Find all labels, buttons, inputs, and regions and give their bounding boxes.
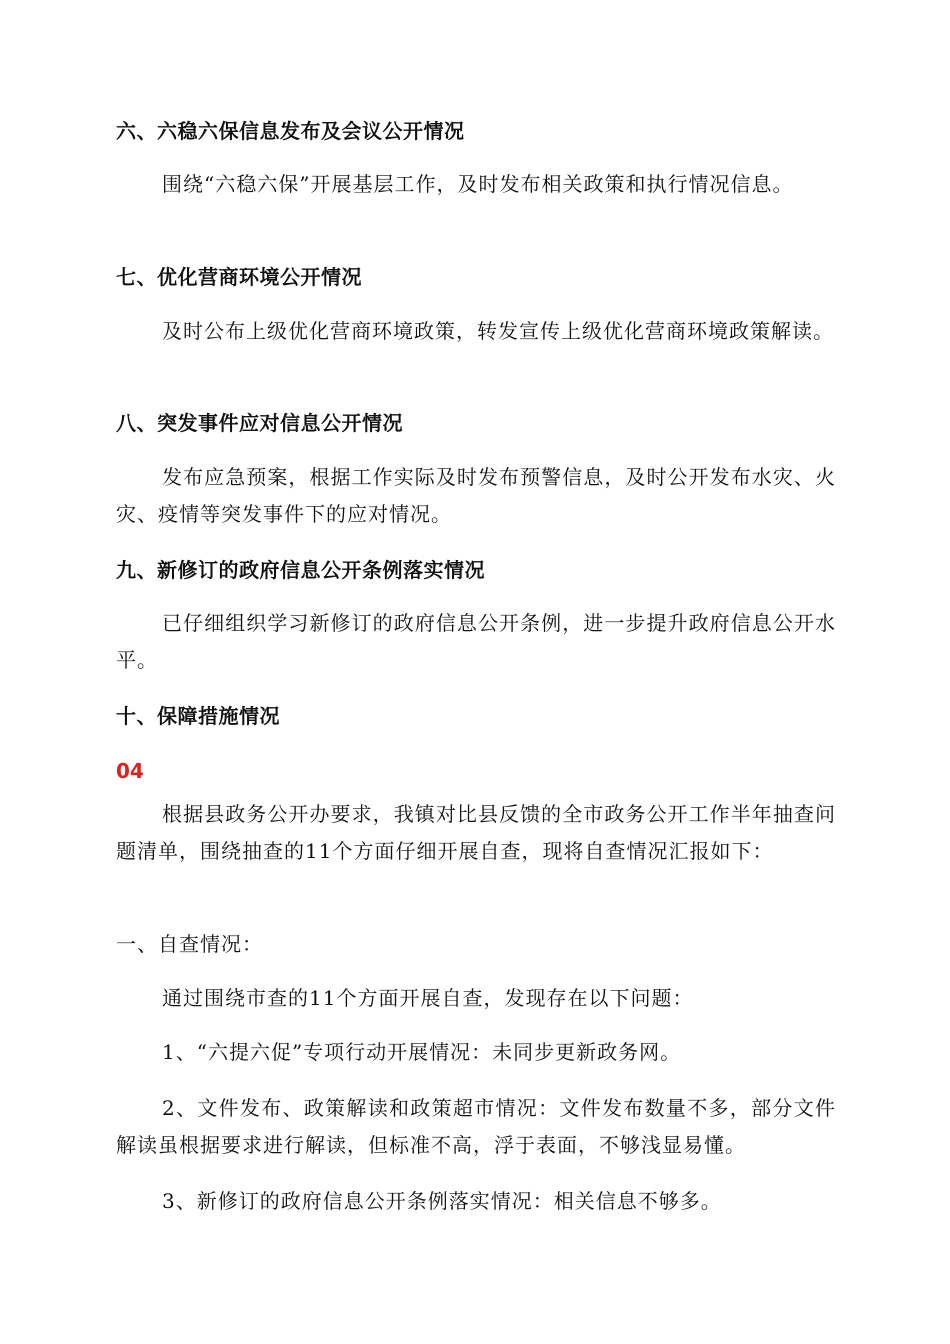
section-heading-10: 十、保障措施情况 bbox=[116, 704, 280, 728]
section-heading-9: 九、新修订的政府信息公开条例落实情况 bbox=[116, 558, 485, 582]
part-marker: 04 bbox=[116, 759, 144, 783]
self-check-lead: 通过围绕市查的11个方面开展自查，发现存在以下问题： bbox=[162, 986, 694, 1010]
section-body-7: 及时公布上级优化营商环境政策，转发宣传上级优化营商环境政策解读。 bbox=[162, 319, 834, 343]
self-check-heading: 一、自查情况： bbox=[116, 932, 263, 956]
section-heading-8: 八、突发事件应对信息公开情况 bbox=[116, 411, 403, 435]
section-body-8: 发布应急预案，根据工作实际及时发布预警信息，及时公开发布水灾、火灾、疫情等突发事件下的应对情况。 bbox=[116, 465, 836, 526]
section-body-6: 围绕“六稳六保”开展基层工作，及时发布相关政策和执行情况信息。 bbox=[162, 172, 794, 196]
issue-item: 1、“六提六促”专项行动开展情况：未同步更新政务网。 bbox=[162, 1040, 682, 1064]
section-heading-6: 六、六稳六保信息发布及会议公开情况 bbox=[116, 119, 465, 143]
part-intro: 根据县政务公开办要求，我镇对比县反馈的全市政务公开工作半年抽查问题清单，围绕抽查的11个方面仔细开展自查，现将自查情况汇报如下： bbox=[116, 802, 836, 863]
section-heading-7: 七、优化营商环境公开情况 bbox=[116, 265, 362, 289]
issue-item: 3、新修订的政府信息公开条例落实情况：相关信息不够多。 bbox=[162, 1189, 722, 1213]
section-body-9: 已仔细组织学习新修订的政府信息公开条例，进一步提升政府信息公开水平。 bbox=[116, 611, 836, 672]
issue-item: 2、文件发布、政策解读和政策超市情况：文件发布数量不多，部分文件解读虽根据要求进行解读，但标准不高，浮于表面，不够浅显易懂。 bbox=[116, 1096, 836, 1157]
